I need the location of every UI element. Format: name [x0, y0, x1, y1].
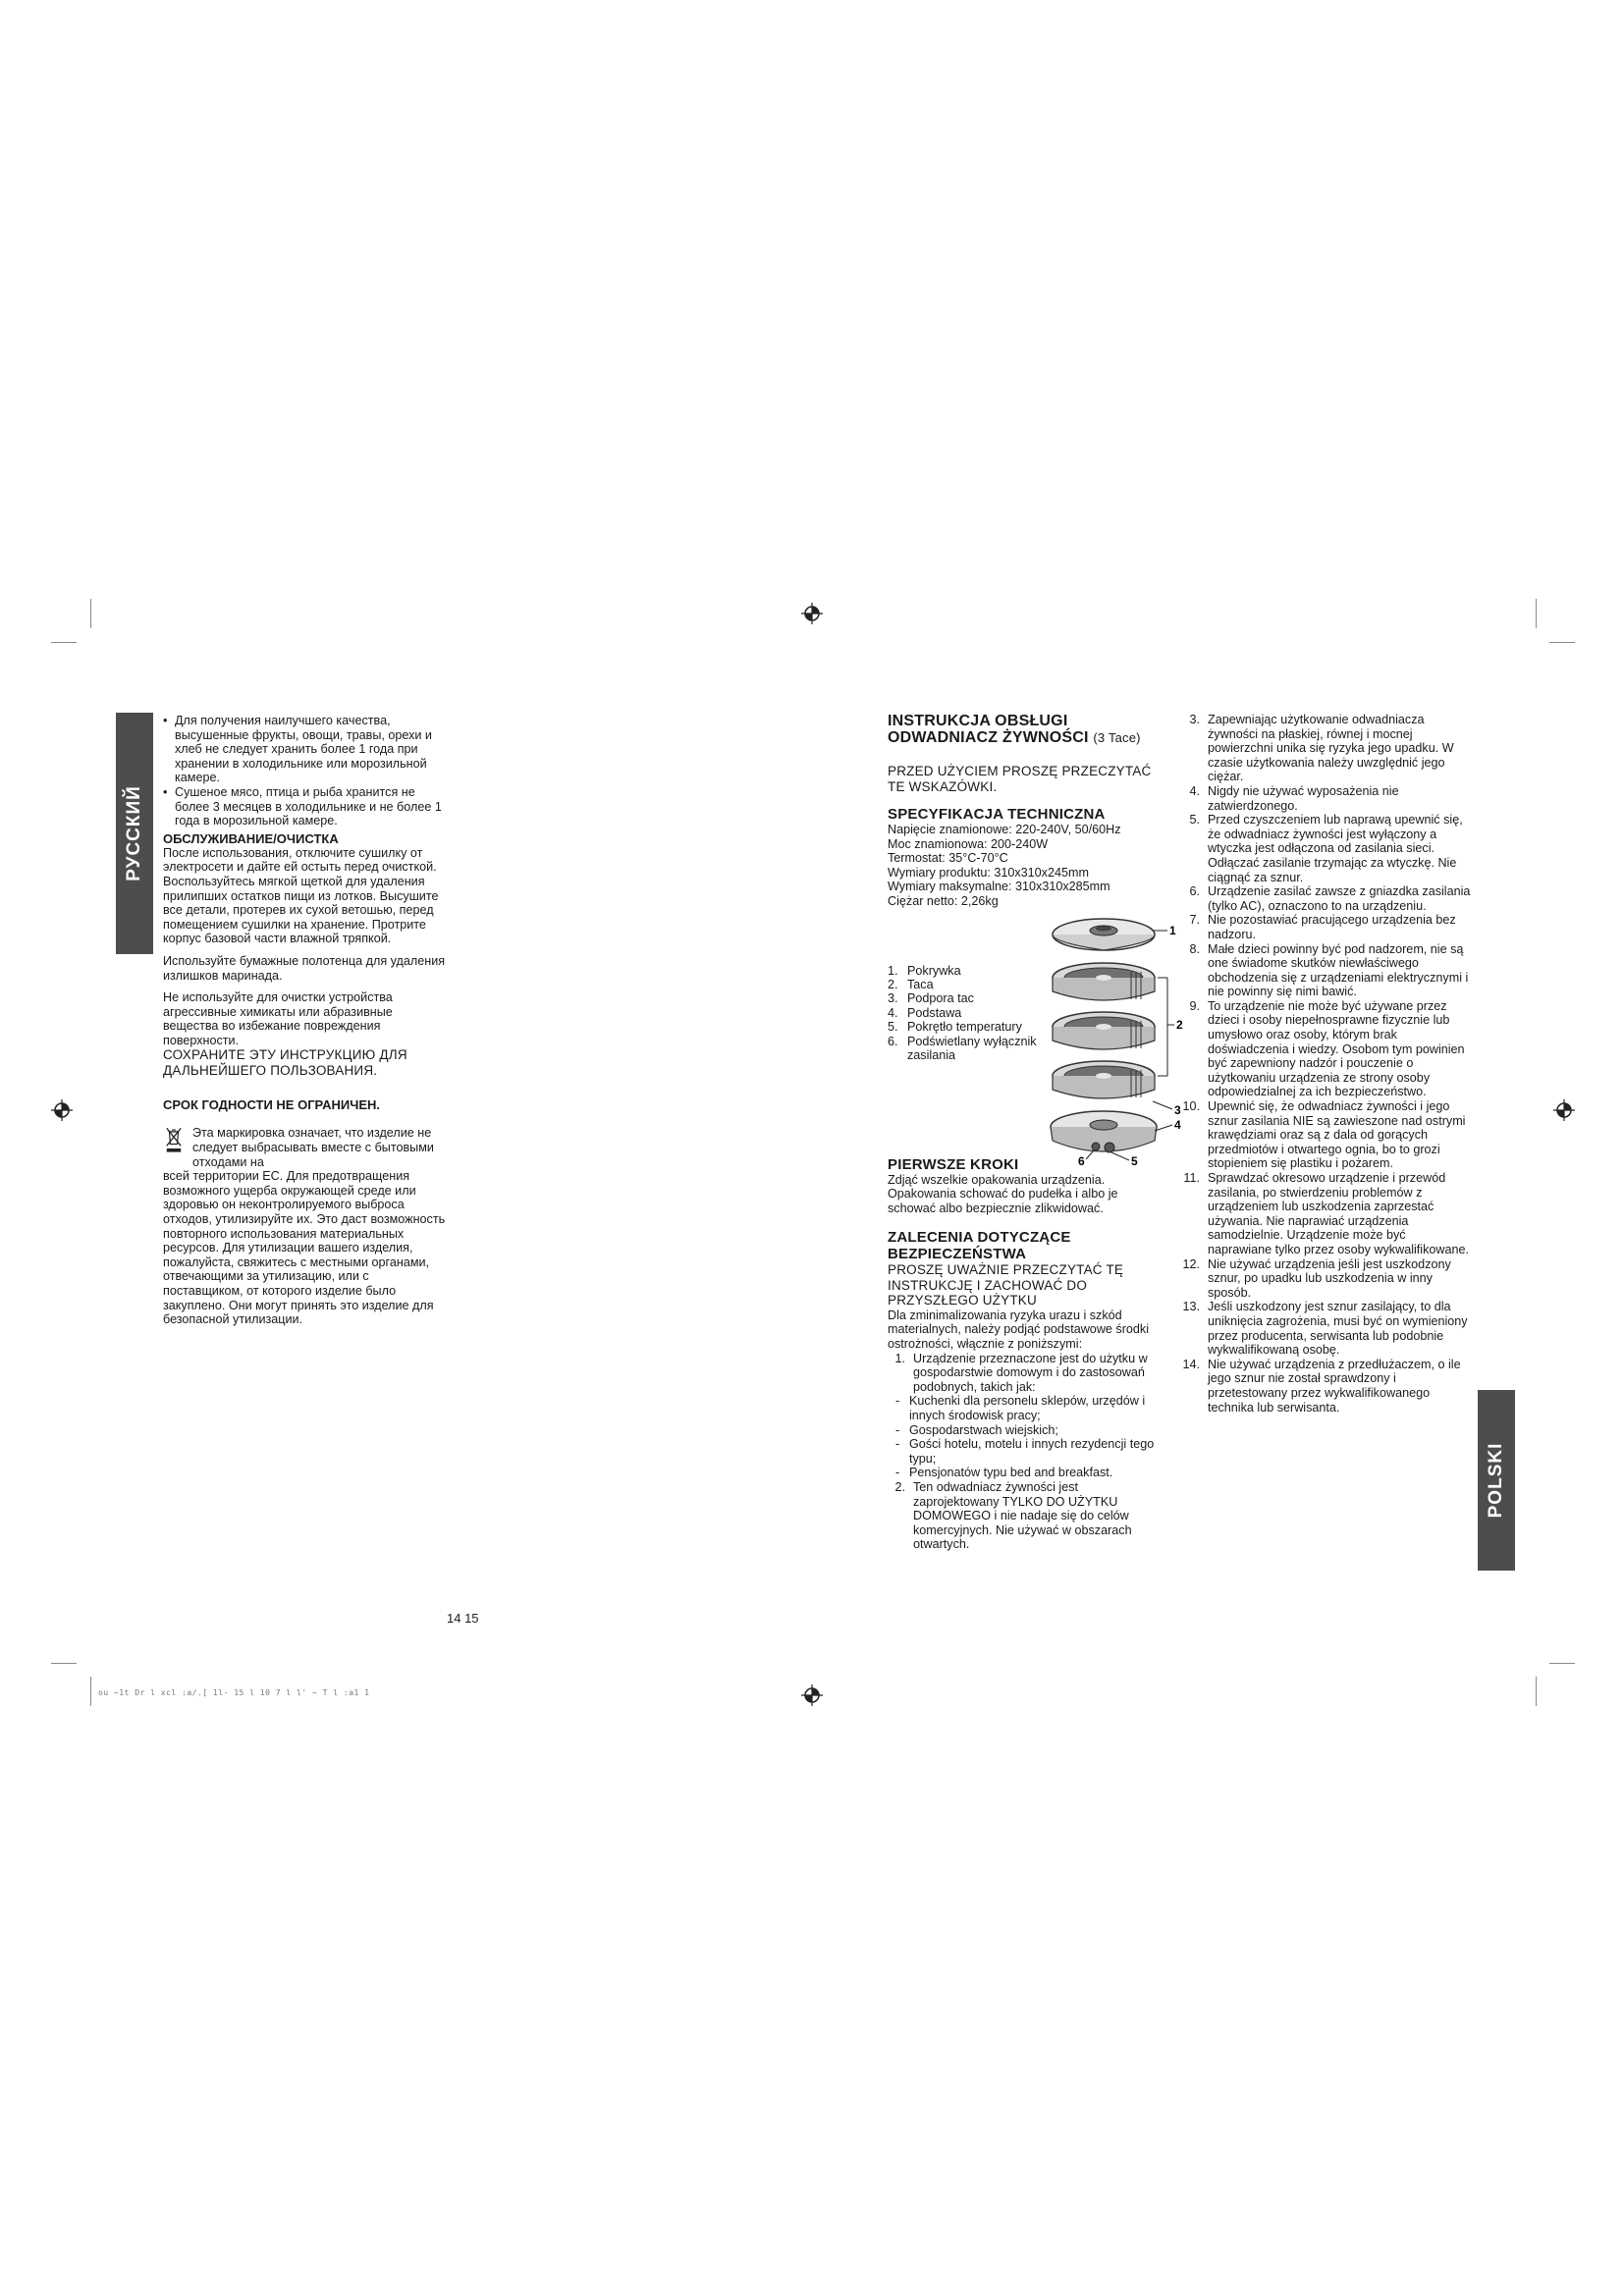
list-item: 10. Upewnić się, że odwadniacz żywności i jego sznur zasilania NIE są zawieszone nad ostrymi krawędziami oraz są z dala od gorących przedmiotów i otwartego ognia, bo to grozi stopieniem się plastiku i pożarem.	[1182, 1099, 1466, 1171]
list-item: • Сушеное мясо, птица и рыба хранится не более 3 месяцев в холодильнике и не более 1 года в морозильной камере.	[163, 785, 450, 828]
spec-line: Moc znamionowa: 200-240W	[888, 836, 1049, 851]
russian-column	[163, 714, 450, 1327]
spec-list	[888, 823, 1164, 909]
registration-mark-icon	[51, 1099, 73, 1121]
safety-list-continued	[1182, 713, 1473, 1415]
spec-heading: SPECYFIKACJA TECHNICZNA	[888, 806, 1106, 823]
spec-line: Termostat: 35°C-70°C	[888, 851, 1008, 866]
callout-4: 4	[1174, 1117, 1181, 1132]
list-item: 13. Jeśli uszkodzony jest sznur zasilający, to dla uniknięcia zagrożenia, musi być on wymieniony przez producenta, serwisanta lub podobnie wykwalifikowaną osobę.	[1182, 1300, 1468, 1358]
paragraph: Zdjąć wszelkie opakowania urządzenia. Opakowania schować do pudełka i albo je schować albo bezpiecznie zlikwidować.	[888, 1172, 1118, 1215]
manual-title: INSTRUKCJA OBSŁUGI	[888, 713, 1068, 729]
list-item: 9. To urządzenie nie może być używane przez dzieci i osoby niepełnosprawne fizycznie lub umysłowo oraz osoby, którym brak doświadczenia i wiedzy. Osobom tym powinien być zapewniony nadzór i pouczenie o użytkowaniu urządzenia ze strony osoby odpowiedzialnej za ich bezpieczeństwo.	[1189, 998, 1465, 1099]
crop-mark	[90, 599, 91, 628]
crop-footer-text: ou ~1t Dr l xcl :a/.[ 1l- 15 l 10 7 l l' ~ T l :a1 1	[98, 1688, 370, 1697]
spec-line: Ciężar netto: 2,26kg	[888, 893, 999, 908]
product-variant: (3 Tace)	[1093, 730, 1141, 745]
list-item: 14. Nie używać urządzenia z przedłużaczem, o ile jego sznur nie został sprawdzony i przetestowany przez wykwalifikowanego technika lub serwisanta.	[1182, 1357, 1461, 1415]
paragraph: Dla zminimalizowania ryzyka urazu i szkód materialnych, należy podjąć podstawowe środki ostrożności, włącznie z poniższymi:	[888, 1308, 1150, 1352]
list-item: - Pensjonatów typu bed and breakfast.	[888, 1466, 1164, 1480]
crop-mark	[1536, 599, 1537, 628]
usage-sublist	[888, 1394, 1164, 1480]
part-item: 3. Podpora tac	[888, 991, 974, 1006]
product-title	[888, 729, 1164, 746]
keep-instructions-notice: СОХРАНИТЕ ЭТУ ИНСТРУКЦИЮ ДЛЯ ДАЛЬНЕЙШЕГО ПОЛЬЗОВАНИЯ.	[163, 1047, 407, 1078]
safety-list	[888, 1352, 1164, 1395]
list-item: 5. Przed czyszczeniem lub naprawą upewnić się, że odwadniacz żywności jest wyłączony a wtyczka jest odłączona od zasilania sieci. Odłączać zasilanie trzymając za wtyczkę. Nie ciągnąć za sznur.	[1189, 813, 1463, 884]
maintenance-heading: ОБСЛУЖИВАНИЕ/ОЧИСТКА	[163, 830, 339, 846]
crop-mark	[90, 1677, 91, 1706]
part-item: 1. Pokrywka	[888, 963, 961, 978]
crop-mark	[1536, 1677, 1537, 1706]
language-tab-label: POLSKI	[1486, 1442, 1506, 1519]
crop-mark	[1549, 642, 1575, 643]
weee-text: всей территории ЕС. Для предотвращения возможного ущерба окружающей среде или здоровью он неконтролируемого выброса отходов, утилизируйте их. Это даст возможность повторного использования материальных ресурсов. Для утилизации вашего изделия, пожалуйста, свяжитесь с местными органами, отвечающими за утилизацию, или с поставщиком, от которого изделие было закуплено. Они могут принять это изделие для безопасной утилизации.	[163, 1169, 446, 1327]
language-tab-label: РУССКИЙ	[124, 785, 144, 881]
storage-bullet-list	[163, 714, 450, 828]
first-steps-heading: PIERWSZE KROKI	[888, 1155, 1019, 1173]
list-item: 7. Nie pozostawiać pracującego urządzenia bez nadzoru.	[1189, 913, 1456, 941]
product-name: ODWADNIACZ ŻYWNOŚCI	[888, 729, 1089, 746]
shelf-life-heading: СРОК ГОДНОСТИ НЕ ОГРАНИЧЕН.	[163, 1097, 381, 1113]
parts-list	[888, 964, 1045, 1063]
list-item: - Gospodarstwach wiejskich;	[888, 1423, 1164, 1438]
list-item: 3. Zapewniając użytkowanie odwadniacza żywności na płaskiej, równej i mocnej powierzchni unika się ryzyka jego upadku. W czasie użytkowania należy uwzględnić jego ciężar.	[1189, 713, 1454, 784]
callout-1: 1	[1169, 923, 1176, 937]
tray-illustration	[1053, 1012, 1155, 1049]
list-item: 4. Nigdy nie używać wyposażenia nie zatwierdzonego.	[1189, 783, 1399, 813]
safety-heading: ZALECENIA DOTYCZĄCE BEZPIECZEŃSTWA	[888, 1229, 1071, 1263]
paragraph: Используйте бумажные полотенца для удаления излишков маринада.	[163, 953, 446, 983]
spec-line: Napięcie znamionowe: 220-240V, 50/60Hz	[888, 823, 1121, 836]
registration-mark-icon	[801, 1684, 823, 1706]
crop-mark	[51, 642, 77, 643]
callout-2: 2	[1176, 1017, 1183, 1032]
callout-6: 6	[1078, 1153, 1085, 1166]
polish-column-left	[888, 713, 1183, 1552]
language-tab-polish	[1478, 1390, 1515, 1571]
crossed-out-bin-icon	[165, 1126, 183, 1153]
list-item: 2. Ten odwadniacz żywności jest zaprojektowany TYLKO DO UŻYTKU DOMOWEGO i nie nadaje się do celów komercyjnych. Nie używać w obszarach otwartych.	[894, 1479, 1132, 1552]
spec-line: Wymiary maksymalne: 310x310x285mm	[888, 880, 1110, 894]
list-item: 12. Nie używać urządzenia jeśli jest uszkodzony sznur, po upadku lub uszkodzenia w inny sposób.	[1182, 1256, 1451, 1300]
list-item: 6. Urządzenie zasilać zawsze z gniazdka zasilania (tylko AC), oznaczono to na urządzeniu.	[1189, 884, 1471, 913]
crop-mark	[51, 1663, 77, 1664]
list-item: 1. Urządzenie przeznaczone jest do użytku w gospodarstwie domowym i do zastosowań podobnych, takich jak:	[894, 1351, 1148, 1394]
part-item: 2. Taca	[888, 977, 934, 991]
part-item: 4. Podstawa	[888, 1005, 962, 1020]
registration-mark-icon	[1553, 1099, 1575, 1121]
weee-intro: Эта маркировка означает, что изделие не следует выбрасывать вместе с бытовыми отходами на	[192, 1126, 434, 1169]
paragraph: Не используйте для очистки устройства агрессивные химикаты или абразивные вещества во избежание повреждения поверхности.	[163, 990, 393, 1047]
part-item: 6. Podświetlany wyłącznik zasilania	[888, 1034, 1037, 1062]
list-item: • Для получения наилучшего качества, высушенные фрукты, овощи, травы, орехи и хлеб не следует хранить более 1 года при хранении в холодильнике или морозильной камере.	[163, 714, 450, 785]
callout-3: 3	[1174, 1102, 1181, 1117]
language-tab-russian	[116, 713, 153, 954]
page-numbers: 14 15	[447, 1611, 479, 1626]
list-item: 8. Małe dzieci powinny być pod nadzorem, nie są one świadome skutków niewłaściwego obchodzenia się z urządzeniami elektrycznymi i nie powinny się nimi bawić.	[1189, 941, 1469, 999]
polish-column-right	[1182, 713, 1473, 1415]
list-item: 11. Sprawdzać okresowo urządzenie i przewód zasilania, po stwierdzeniu problemów z urządzeniem lub uszkodzenia zaprzestać używania. Nie naprawiać urządzenia samodzielnie. Urządzenie może być naprawiane tylko przez osoby wykwalifikowane.	[1183, 1171, 1469, 1256]
list-item: - Gości hotelu, motelu i innych rezydencji tego typu;	[888, 1437, 1164, 1466]
crop-mark	[1549, 1663, 1575, 1664]
base-illustration	[1051, 1111, 1157, 1152]
tray-illustration	[1053, 963, 1155, 1000]
paragraph: После использования, отключите сушилку от электросети и дайте ей остыть перед очисткой. Воспользуйтесь мягкой щеткой для удаления прилипших остатков пищи из лотков. Высушите все детали, протерев их сухой ветошью, перед помещением сушилки на хранение. Протрите корпус базовой части влажной тряпкой.	[163, 845, 439, 946]
callout-5: 5	[1131, 1153, 1138, 1166]
list-item: - Kuchenki dla personelu sklepów, urzędów i innych środowisk pracy;	[888, 1394, 1164, 1422]
registration-mark-icon	[801, 603, 823, 624]
weee-notice	[163, 1126, 450, 1326]
lid-illustration	[1053, 919, 1155, 950]
read-before-notice: PRZED UŻYCIEM PROSZĘ PRZECZYTAĆ TE WSKAZÓWKI.	[888, 764, 1152, 794]
safety-list	[888, 1480, 1164, 1552]
safety-read-notice: PROSZĘ UWAŻNIE PRZECZYTAĆ TĘ INSTRUKCJĘ I ZACHOWAĆ DO PRZYSZŁEGO UŻYTKU	[888, 1262, 1124, 1308]
parts-diagram-block	[888, 909, 1183, 1172]
tray-illustration	[1053, 1061, 1155, 1098]
spec-line: Wymiary produktu: 310x310x245mm	[888, 865, 1089, 880]
part-item: 5. Pokrętło temperatury	[888, 1020, 1022, 1035]
